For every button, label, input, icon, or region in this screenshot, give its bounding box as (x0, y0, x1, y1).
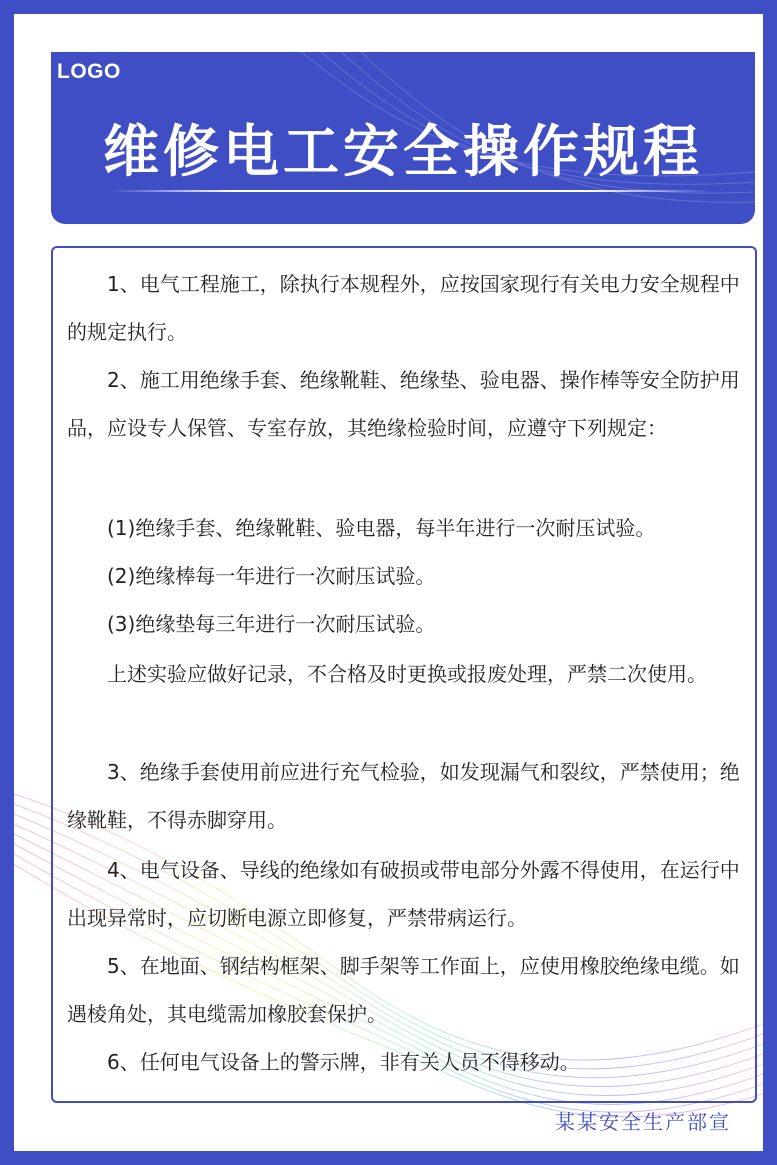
rule-1: 1、电气工程施工，除执行本规程外，应按国家现行有关电力安全规程中的规定执行。 (67, 272, 740, 344)
issuer-footer: 某某安全生产部宣 (555, 1110, 731, 1134)
rule-2-item-2: (2)绝缘棒每一年进行一次耐压试验。 (107, 564, 436, 588)
logo-text: LOGO (57, 60, 121, 83)
content-box (51, 246, 757, 1103)
rule-2-note: 上述实验应做好记录，不合格及时更换或报废处理，严禁二次使用。 (107, 662, 707, 686)
rule-5: 5、在地面、钢结构框架、脚手架等工作面上，应使用橡胶绝缘电缆。如遇棱角处，其电缆需加橡胶套保护。 (67, 954, 740, 1026)
poster-background (14, 14, 763, 1151)
rule-6: 6、任何电气设备上的警示牌，非有关人员不得移动。 (107, 1050, 580, 1074)
title-underline (111, 190, 711, 192)
rule-4: 4、电气设备、导线的绝缘如有破损或带电部分外露不得使用，在运行中出现异常时，应切断电源立即修复，严禁带病运行。 (67, 858, 740, 930)
header-banner (51, 52, 755, 224)
rule-3: 3、绝缘手套使用前应进行充气检验，如发现漏气和裂纹，严禁使用；绝缘靴鞋，不得赤脚穿用。 (67, 760, 740, 832)
rule-2: 2、施工用绝缘手套、绝缘靴鞋、绝缘垫、验电器、操作棒等安全防护用品，应设专人保管、专室存放，其绝缘检验时间，应遵守下列规定： (67, 368, 740, 440)
page-title: 维修电工安全操作规程 (103, 120, 703, 185)
rule-2-item-1: (1)绝缘手套、绝缘靴鞋、验电器，每半年进行一次耐压试验。 (107, 516, 656, 540)
rule-2-item-3: (3)绝缘垫每三年进行一次耐压试验。 (107, 612, 436, 636)
